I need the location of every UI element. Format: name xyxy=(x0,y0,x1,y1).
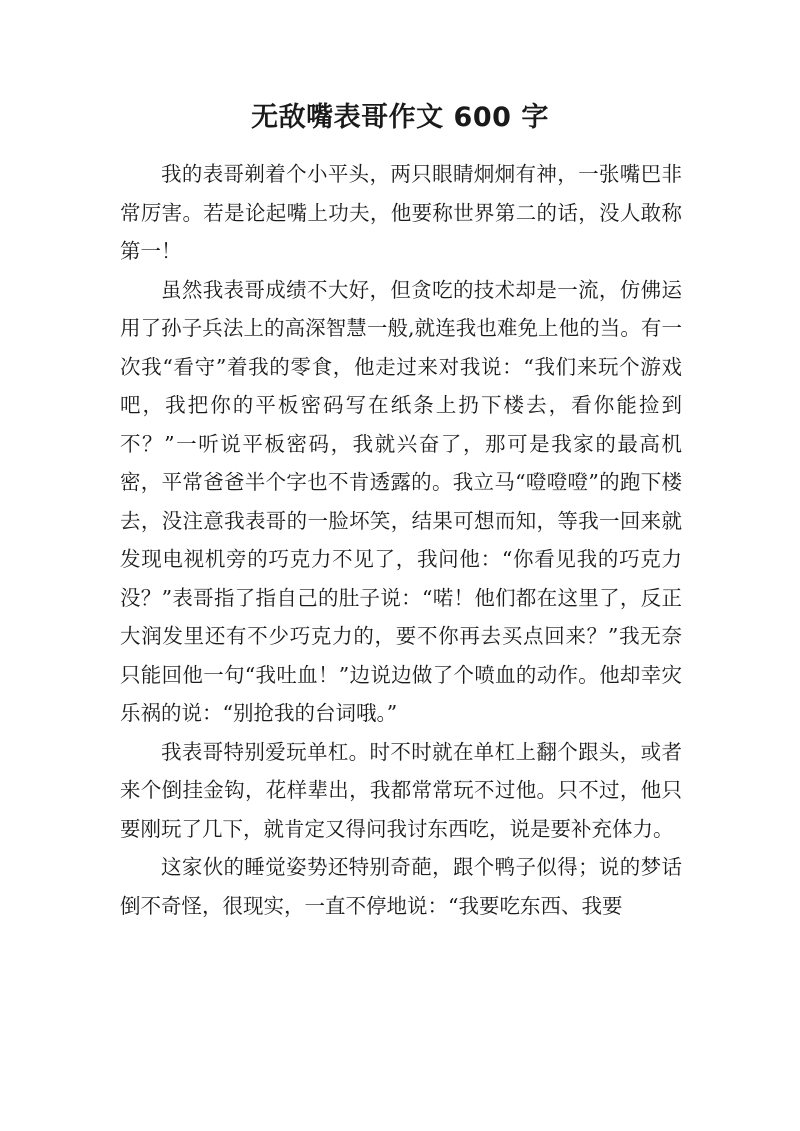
paragraph-3: 我表哥特别爱玩单杠。时不时就在单杠上翻个跟头，或者来个倒挂金钩，花样辈出，我都常常玩不过他。只不过，他只要刚玩了几下，就肯定又得问我讨东西吃，说是要补充体力。 xyxy=(120,739,682,841)
paragraph-1: 我的表哥剃着个小平头，两只眼睛炯炯有神，一张嘴巴非常厉害。若是论起嘴上功夫，他要称世界第二的话，没人敢称第一！ xyxy=(120,162,682,263)
paragraph-4: 这家伙的睡觉姿势还特别奇葩，跟个鸭子似得；说的梦话倒不奇怪，很现实，一直不停地说：“我要吃东西、我要 xyxy=(120,855,682,918)
document-title: 无敌嘴表哥作文 600 字 xyxy=(251,102,549,133)
paragraph-2: 虽然我表哥成绩不大好，但贪吃的技术却是一流，仿佛运用了孙子兵法上的高深智慧一般,就连我也难免上他的当。有一次我“看守”着我的零食，他走过来对我说：“我们来玩个游戏吧，我把你的平板密码写在纸条上扔下楼去，看你能捡到不？”一听说平板密码，我就兴奋了，那可是我家的最高机密，平常爸爸半个字也不肯透露的。我立马“噔噔噔”的跑下楼去，没注意我表哥的一脸坏笑，结果可想而知，等我一回来就发现电视机旁的巧克力不见了，我问他：“你看见我的巧克力没？”表哥指了指自己的肚子说：“喏！他们都在这里了，反正大润发里还有不少巧克力的，要不你再去买点回来？”我无奈只能回他一句“我吐血！”边说边做了个喷血的动作。他却幸灾乐祸的说：“别抢我的台词哦。” xyxy=(120,277,682,725)
document-body xyxy=(120,155,682,925)
